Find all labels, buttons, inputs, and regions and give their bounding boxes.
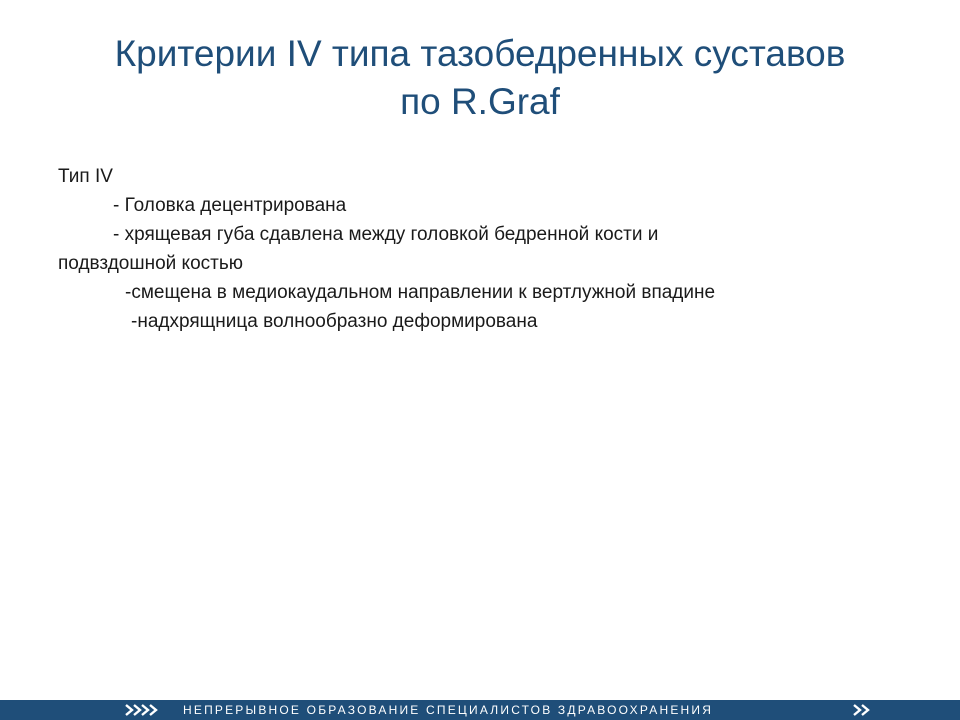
content-item-displaced: -смещена в медиокаудальном направлении к вертлужной впадине [125, 282, 716, 303]
footer-text: НЕПРЕРЫВНОЕ ОБРАЗОВАНИЕ СПЕЦИАЛИСТОВ ЗДРАВООХРАНЕНИЯ [183, 703, 714, 717]
content-item-perichondrium: -надхрящница волнообразно деформирована [131, 311, 538, 332]
content-item-labrum-compressed-cont: подвздошной костью [58, 253, 243, 274]
content-heading: Тип IV [58, 166, 113, 187]
slide-title-line2: по R.Graf [400, 81, 560, 122]
slide-title [30, 30, 930, 126]
footer-bar [0, 700, 960, 720]
double-chevron-right-icon [852, 704, 874, 716]
slide-content [58, 162, 918, 336]
content-item-labrum-compressed: - хрящевая губа сдавлена между головкой бедренной кости и [113, 224, 659, 245]
content-item-head-decentered: - Головка децентрирована [113, 195, 347, 216]
double-chevron-right-icon [124, 704, 166, 716]
slide-title-line1: Критерии IV типа тазобедренных суставов [114, 33, 846, 74]
